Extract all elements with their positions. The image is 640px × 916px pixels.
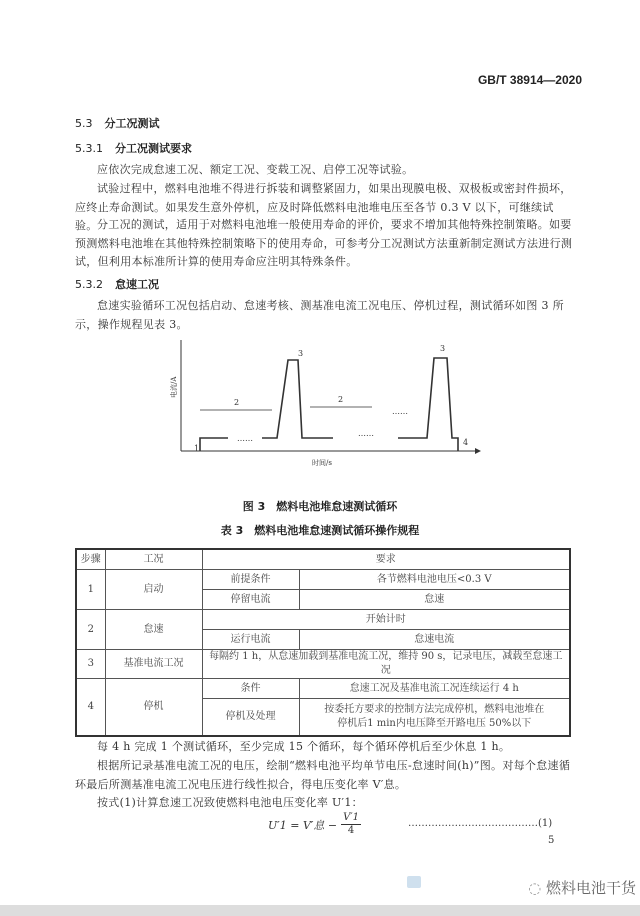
table-row: 2 怠速 开始计时 xyxy=(76,610,570,630)
section-heading-5-3-1: 5.3.1 分工况测试要求 xyxy=(75,142,192,155)
label-3: 3 xyxy=(440,344,446,353)
table-row: 3 基准电流工况 每隔约 1 h，从怠速加载到基准电流工况，维持 90 s，记录电压，减载至怠速工况 xyxy=(76,650,570,679)
table-row: 停留电流 怠速 xyxy=(76,590,570,610)
formula-number: …………………………………(1) xyxy=(408,818,553,829)
ellipsis: …… xyxy=(237,434,253,443)
x-axis-arrow xyxy=(475,448,481,454)
current-curve xyxy=(398,358,458,451)
label-2: 2 xyxy=(338,395,344,404)
ellipsis: …… xyxy=(392,407,408,416)
page-number: 5 xyxy=(548,835,555,846)
current-curve xyxy=(200,438,228,451)
table-row: 1 启动 前提条件 各节燃料电池电压<0.3 V xyxy=(76,570,570,590)
paragraph: 按式(1)计算怠速工况致使燃料电池电压变化率 U′1： xyxy=(97,796,363,809)
table-caption: 表 3 燃料电池堆怠速测试循环操作规程 xyxy=(220,524,420,537)
section-heading-5-3: 5.3 分工况测试 xyxy=(75,117,160,130)
watermark: ◌ 燃料电池干货 xyxy=(528,879,636,897)
logo-icon xyxy=(407,876,421,888)
bottom-bar xyxy=(0,905,640,916)
figure-caption: 图 3 燃料电池堆怠速测试循环 xyxy=(242,500,398,513)
paragraph: 每 4 h 完成 1 个测试循环，至少完成 15 个循环，每个循环停机后至少休息 1 h。 xyxy=(97,740,511,753)
label-3: 3 xyxy=(298,349,304,358)
table-header-row: 步骤 工况 要求 xyxy=(76,549,570,570)
label-1: 1 xyxy=(194,444,200,453)
paragraph: 怠速实验循环工况包括启动、怠速考核、测基准电流工况电压、停机过程，测试循环如图 3 所示，操作规程见表 3。 xyxy=(75,299,564,331)
paragraph: 根据所记录基准电流工况的电压，绘制“燃料电池平均单节电压-怠速时间(h)”图。对每个怠速循环最后所测基准电流工况电压进行线性拟合，得电压变化率 V′息。 xyxy=(75,759,571,791)
section-heading-5-3-2: 5.3.2 怠速工况 xyxy=(75,278,159,291)
wechat-icon: ◌ xyxy=(528,879,546,897)
y-axis-label: 电流/A xyxy=(170,376,178,398)
table-row: 停机及处理 按委托方要求的控制方法完成停机，燃料电池堆在 停机后1 min内电压降至开路电压 50%以下 xyxy=(76,699,570,737)
current-curve xyxy=(262,360,333,438)
paragraph: 应依次完成怠速工况、额定工况、变载工况、启停工况等试验。 xyxy=(97,163,414,176)
operation-procedure-table xyxy=(75,548,571,737)
label-2: 2 xyxy=(234,398,240,407)
formula-1: U′1 = V′息 − $\frac{V'1}{4}$ xyxy=(268,812,359,836)
paragraph: 试验过程中，燃料电池堆不得进行拆装和调整紧固力，如果出现膜电极、双极板或密封件损坏，应终止寿命测试。如果发生意外停机，应及时降低燃料电池堆电压至各节 0.3 V 以下，可继续试验。 xyxy=(75,182,572,232)
ellipsis: …… xyxy=(358,429,374,438)
label-4: 4 xyxy=(463,438,469,447)
paragraph: 分工况的测试，适用于对燃料电池堆一般使用寿命的评价，要求不增加其他特殊控制策略。如要预测燃料电池堆在其他特殊控制策略下的使用寿命，可参考分工况测试方法重新制定测试方法进行测试，但利用本标准所计算的使用寿命应注明其特殊条件。 xyxy=(75,218,573,268)
x-axis-label: 时间/s xyxy=(312,459,332,467)
standard-number: GB/T 38914—2020 xyxy=(477,73,582,87)
table-row: 运行电流 怠速电流 xyxy=(76,630,570,650)
table-row: 4 停机 条件 怠速工况及基准电流工况连续运行 4 h xyxy=(76,679,570,699)
